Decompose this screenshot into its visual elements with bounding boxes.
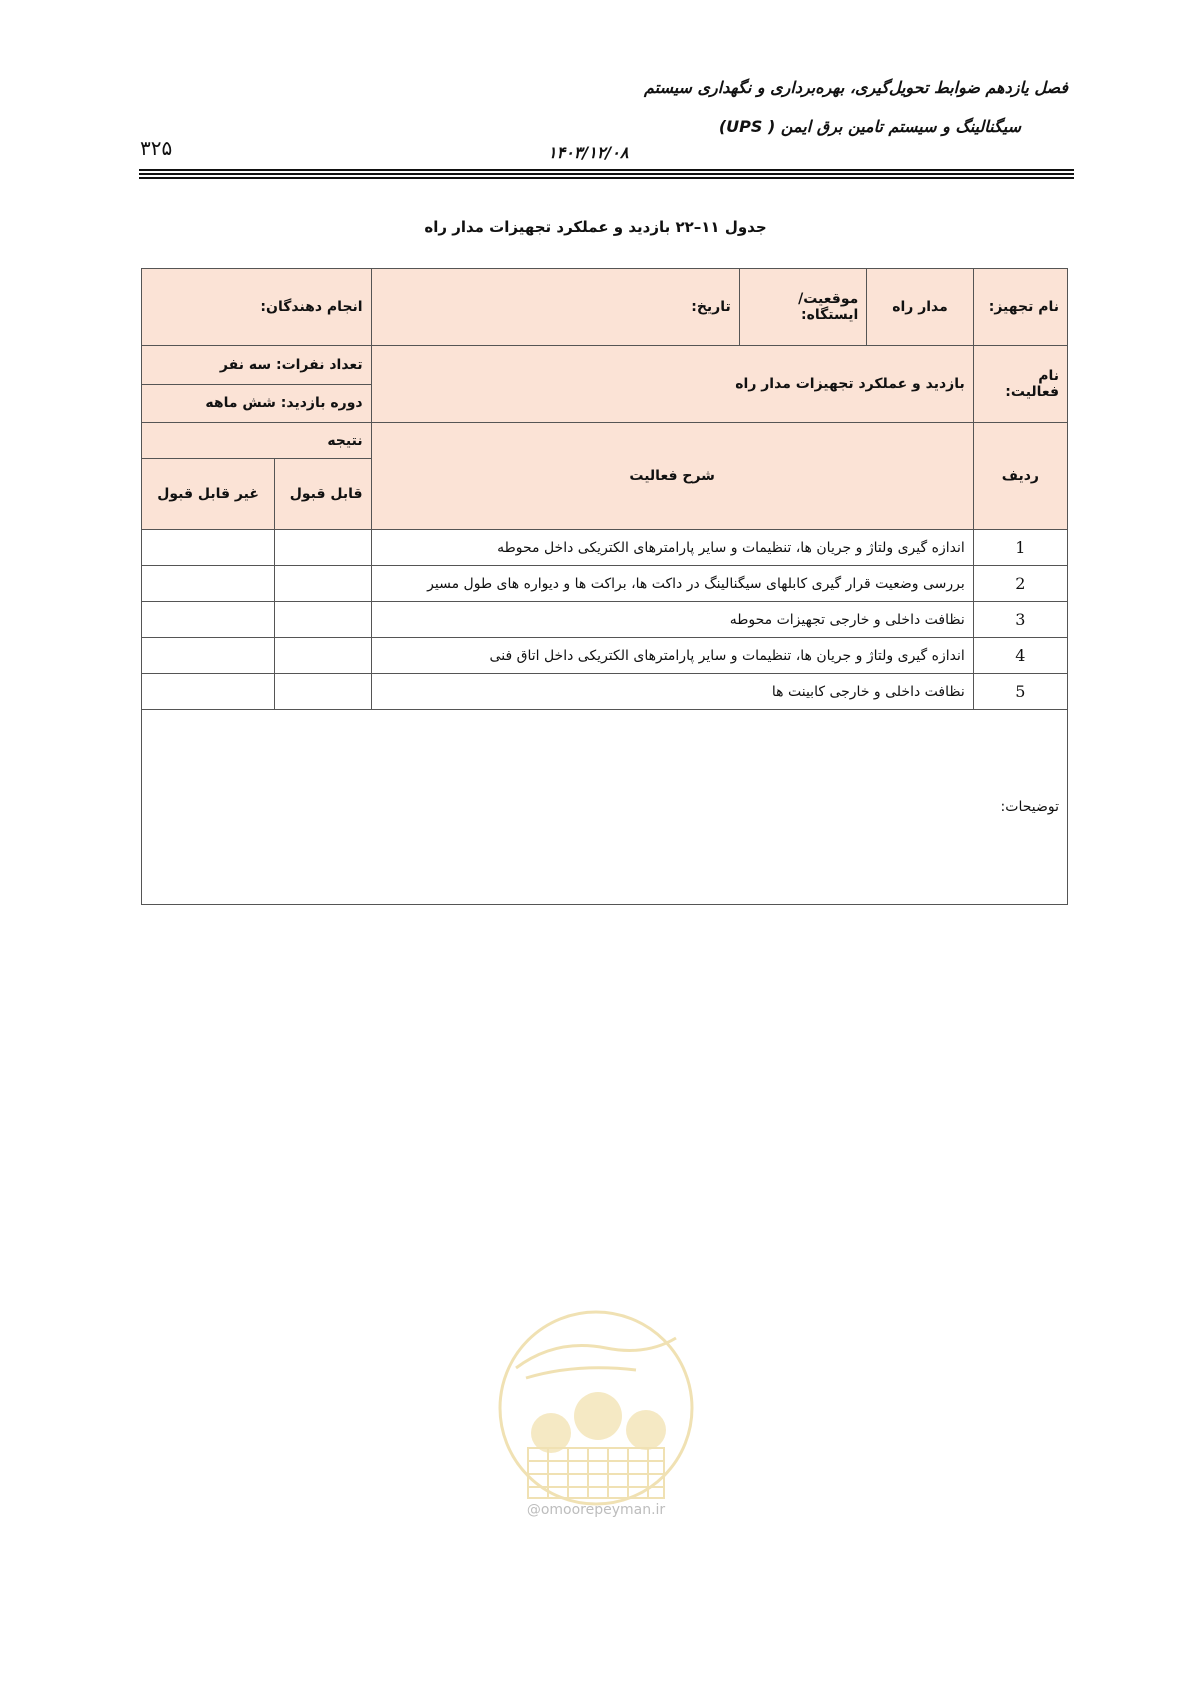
table-caption: جدول ۱۱–۲۲ بازدید و عملکرد تجهیزات مدار راه (424, 218, 767, 236)
acceptable-cell[interactable] (275, 566, 371, 602)
table-row (142, 602, 1068, 638)
table-row (142, 674, 1068, 710)
acceptable-cell[interactable] (275, 638, 371, 674)
row-description: نظافت داخلی و خارجی تجهیزات محوطه (371, 602, 973, 638)
col-not-acceptable-header: غیر قابل قبول (142, 459, 275, 530)
row-number: 1 (973, 530, 1067, 566)
crew-count: تعداد نفرات: سه نفر (142, 346, 372, 385)
row-number: 5 (973, 674, 1067, 710)
equipment-value: مدار راه (867, 269, 973, 346)
not-acceptable-cell[interactable] (142, 566, 275, 602)
chapter-title: فصل یازدهم ضوابط تحویل‌گیری، بهره‌برداری و نگهداری سیستم (643, 78, 1068, 97)
equipment-label: نام تجهیز: (973, 269, 1067, 346)
row-number: 4 (973, 638, 1067, 674)
col-description-header: شرح فعالیت (371, 423, 973, 530)
inspection-period: دوره بازدید: شش ماهه (142, 384, 372, 423)
watermark-logo-icon (486, 1308, 706, 1508)
header-rule (139, 173, 1074, 175)
acceptable-cell[interactable] (275, 530, 371, 566)
equipment-row (142, 269, 1068, 346)
row-description: بررسی وضعیت قرار گیری کابلهای سیگنالینگ در داکت ها، براکت ها و دیواره های طول مسیر (371, 566, 973, 602)
activity-value: بازدید و عملکرد تجهیزات مدار راه (371, 346, 973, 423)
location-label: موقعیت/ایستگاه: (739, 269, 867, 346)
col-acceptable-header: قابل قبول (275, 459, 371, 530)
header-rule (139, 169, 1074, 171)
chapter-subtitle: سیگنالینگ و سیستم تامین برق ایمن ( UPS) (718, 117, 1021, 136)
performers-label: انجام دهندگان: (142, 269, 372, 346)
page-number: ۳۲۵ (140, 136, 173, 160)
acceptable-cell[interactable] (275, 602, 371, 638)
notes-label: توضیحات: (1000, 799, 1059, 815)
date-label: تاریخ: (371, 269, 739, 346)
row-number: 3 (973, 602, 1067, 638)
table-row (142, 566, 1068, 602)
notes-row (142, 710, 1068, 905)
row-description: اندازه گیری ولتاژ و جریان ها، تنظیمات و سایر پارامترهای الکتریکی داخل محوطه (371, 530, 973, 566)
inspection-form-table (141, 268, 1068, 905)
acceptable-cell[interactable] (275, 674, 371, 710)
row-description: نظافت داخلی و خارجی کابینت ها (371, 674, 973, 710)
row-description: اندازه گیری ولتاژ و جریان ها، تنظیمات و سایر پارامترهای الکتریکی داخل اتاق فنی (371, 638, 973, 674)
row-number: 2 (973, 566, 1067, 602)
watermark-site: @omoorepeyman.ir (526, 1502, 666, 1518)
col-result-header: نتیجه (142, 423, 372, 459)
column-header-row (142, 423, 1068, 459)
not-acceptable-cell[interactable] (142, 638, 275, 674)
header-rule (139, 177, 1074, 179)
table-row (142, 530, 1068, 566)
col-row-header: ردیف (973, 423, 1067, 530)
notes-field[interactable] (142, 710, 1068, 905)
activity-row (142, 346, 1068, 385)
not-acceptable-cell[interactable] (142, 530, 275, 566)
document-date: ۱۴۰۳/۱۲/۰۸ (548, 143, 629, 162)
not-acceptable-cell[interactable] (142, 602, 275, 638)
activity-label: نام فعالیت: (973, 346, 1067, 423)
table-row (142, 638, 1068, 674)
not-acceptable-cell[interactable] (142, 674, 275, 710)
